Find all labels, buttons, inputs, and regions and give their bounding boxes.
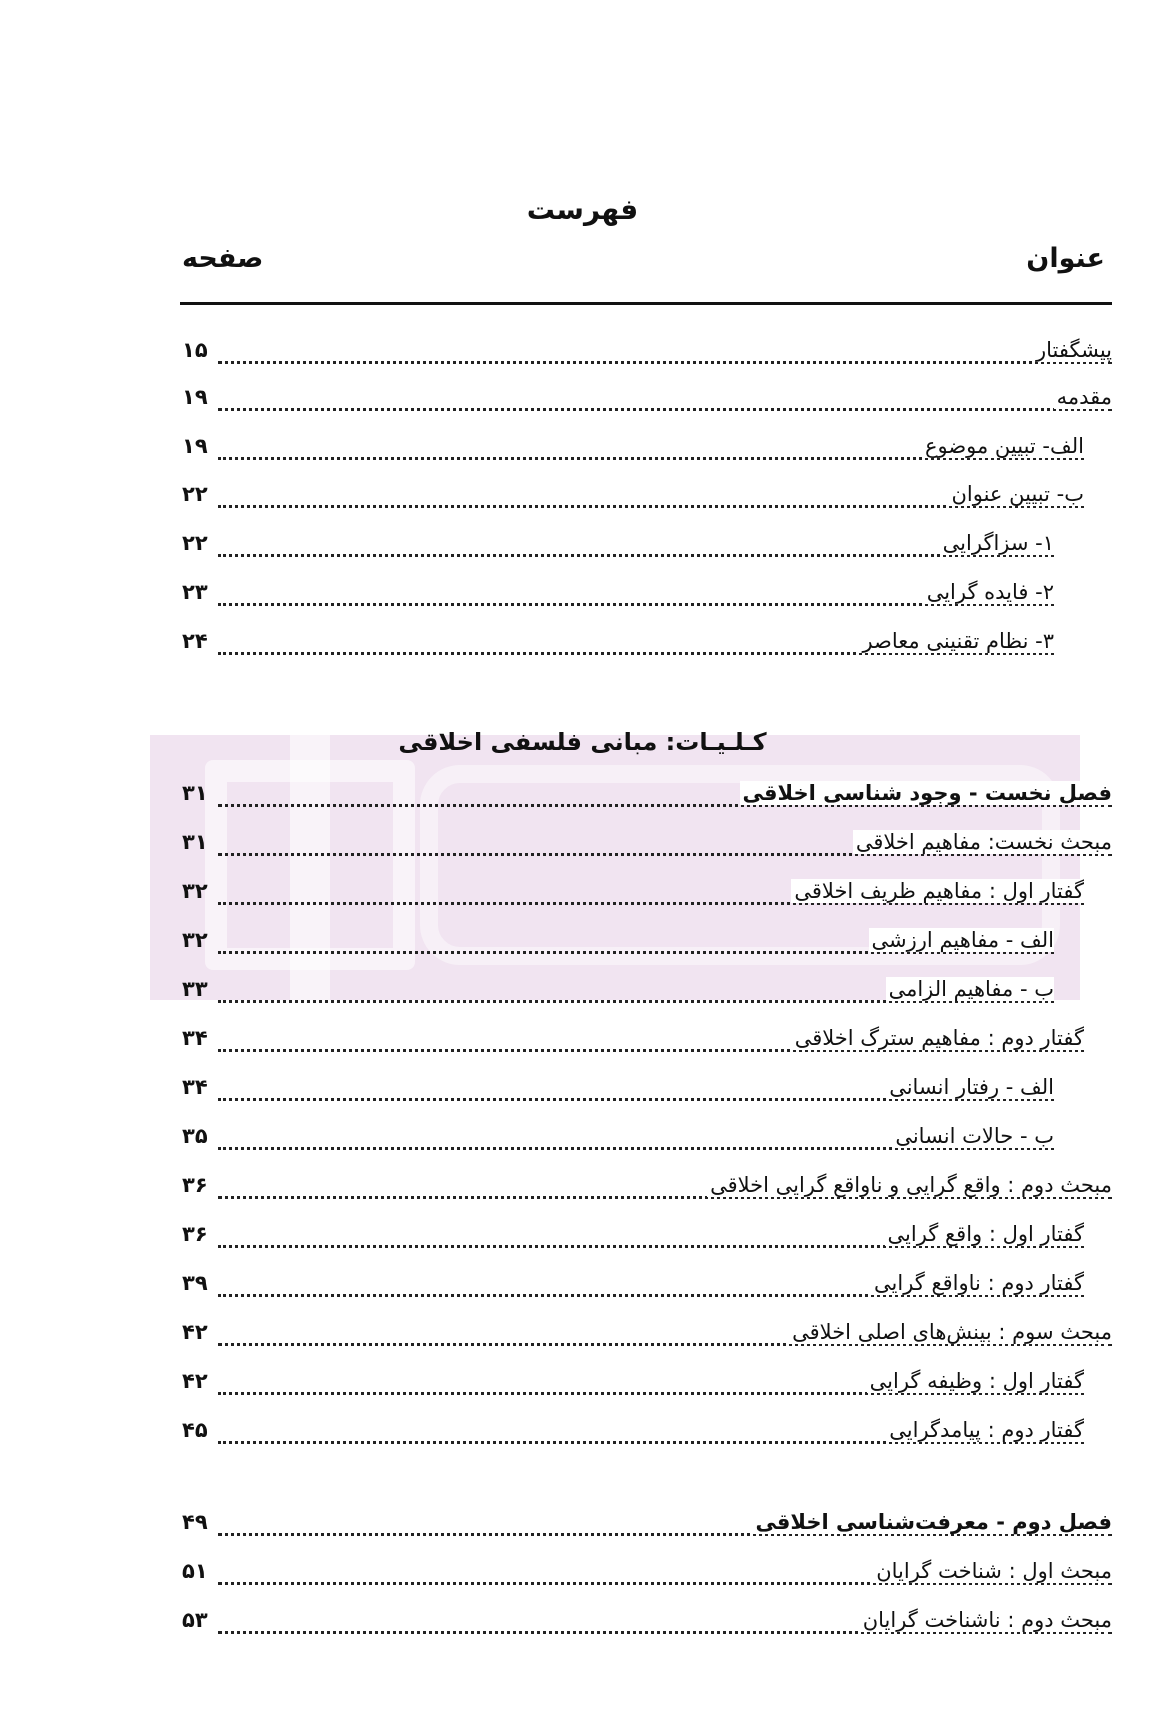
toc-entry-title: الف - مفاهیم ارزشی	[869, 928, 1054, 952]
toc-entry	[180, 621, 1112, 669]
toc-entry-page: ۳۱	[182, 830, 208, 854]
toc-entry	[180, 1551, 1112, 1599]
toc-entry-page: ۲۳	[182, 580, 208, 604]
toc-entry	[180, 871, 1112, 919]
toc-entry-page: ۳۶	[182, 1222, 208, 1246]
toc-entry-page: ۵۱	[182, 1559, 208, 1583]
toc-entry-title: پیشگفتار	[1033, 338, 1112, 362]
toc-entry-page: ۱۹	[182, 385, 208, 409]
toc-entry-page: ۳۲	[182, 928, 208, 952]
toc-entry	[180, 822, 1112, 870]
toc-entry-page: ۳۹	[182, 1271, 208, 1295]
toc-entry-page: ۳۶	[182, 1173, 208, 1197]
toc-entry-title: الف - رفتار انسانی	[886, 1075, 1054, 1099]
part-heading: کـلـیـات: مبانی فلسفی اخلاقی	[398, 728, 767, 756]
column-header-page: صفحه	[182, 243, 264, 274]
toc-entry-title: فصل نخست - وجود شناسی اخلاقی	[740, 781, 1113, 805]
toc-entry	[180, 969, 1112, 1017]
toc-entry-title: گفتار اول : وظیفه گرایی	[867, 1369, 1084, 1393]
toc-entry	[180, 773, 1112, 821]
toc-entry	[180, 1018, 1112, 1066]
toc-entry-title: گفتار اول : واقع گرایی	[885, 1222, 1084, 1246]
toc-entry-page: ۳۴	[182, 1026, 208, 1050]
toc-entry-page: ۴۲	[182, 1320, 208, 1344]
toc-entry	[180, 330, 1112, 378]
toc-entry	[180, 1067, 1112, 1115]
toc-entry	[180, 523, 1112, 571]
toc-entry-page: ۳۱	[182, 781, 208, 805]
toc-entry-page: ۵۳	[182, 1608, 208, 1632]
toc-entry-title: مبحث سوم : بینش‌های اصلی اخلاقی	[789, 1320, 1112, 1344]
toc-entry	[180, 1165, 1112, 1213]
dot-leader	[218, 408, 1112, 411]
toc-entry-page: ۱۵	[182, 338, 208, 362]
toc-entry-title: ۳- نظام تقنینی معاصر	[859, 629, 1054, 653]
toc-entry-title: مبحث اول : شناخت گرایان	[873, 1559, 1112, 1583]
toc-entry	[180, 1410, 1112, 1458]
toc-entry-title: گفتار دوم : پیامدگرایی	[886, 1418, 1084, 1442]
toc-entry-title: مبحث دوم : ناشناخت گرایان	[860, 1608, 1112, 1632]
toc-entry-page: ۳۵	[182, 1124, 208, 1148]
toc-entry-title: ۱- سزاگرایی	[940, 531, 1054, 555]
toc-entry-title: مبحث نخست: مفاهیم اخلاقی	[853, 830, 1112, 854]
dot-leader	[218, 361, 1112, 364]
toc-entry	[180, 1600, 1112, 1648]
toc-entry	[180, 1116, 1112, 1164]
toc-entry-page: ۴۹	[182, 1510, 208, 1534]
toc-entry-page: ۲۲	[182, 482, 208, 506]
toc-entry	[180, 377, 1112, 425]
toc-entry-title: ب- تبیین عنوان	[948, 482, 1084, 506]
toc-entry-title: ۲- فایده گرایی	[924, 580, 1054, 604]
toc-entry-page: ۴۵	[182, 1418, 208, 1442]
toc-entry-title: مبحث دوم : واقع گرایی و ناواقع گرایی اخلاقی	[707, 1173, 1112, 1197]
dot-leader	[218, 554, 1054, 557]
toc-entry-title: فصل دوم - معرفت‌شناسی اخلاقی	[752, 1510, 1112, 1534]
page-title: فهرست	[526, 193, 639, 226]
toc-entry-title: ب - مفاهیم الزامی	[886, 977, 1054, 1001]
header-divider	[180, 302, 1112, 305]
toc-entry	[180, 426, 1112, 474]
toc-entry	[180, 1214, 1112, 1262]
toc-entry-page: ۲۴	[182, 629, 208, 653]
toc-entry	[180, 572, 1112, 620]
toc-entry	[180, 1502, 1112, 1550]
toc-entry	[180, 1361, 1112, 1409]
toc-entry-title: الف- تبیین موضوع	[922, 434, 1084, 458]
toc-entry	[180, 474, 1112, 522]
toc-entry-title: گفتار اول : مفاهیم ظریف اخلاقی	[791, 879, 1084, 903]
toc-entry	[180, 1263, 1112, 1311]
toc-entry-page: ۲۲	[182, 531, 208, 555]
toc-entry-page: ۳۴	[182, 1075, 208, 1099]
toc-entry-title: گفتار دوم : ناواقع گرایی	[871, 1271, 1084, 1295]
toc-entry	[180, 1312, 1112, 1360]
toc-entry-title: ب - حالات انسانی	[892, 1124, 1054, 1148]
toc-entry-page: ۳۲	[182, 879, 208, 903]
toc-entry-page: ۴۲	[182, 1369, 208, 1393]
toc-entry	[180, 920, 1112, 968]
column-header-title: عنوان	[1026, 243, 1105, 274]
toc-entry-page: ۳۳	[182, 977, 208, 1001]
toc-entry-title: گفتار دوم : مفاهیم سترگ اخلاقی	[792, 1026, 1084, 1050]
toc-entry-page: ۱۹	[182, 434, 208, 458]
toc-entry-title: مقدمه	[1054, 385, 1112, 409]
